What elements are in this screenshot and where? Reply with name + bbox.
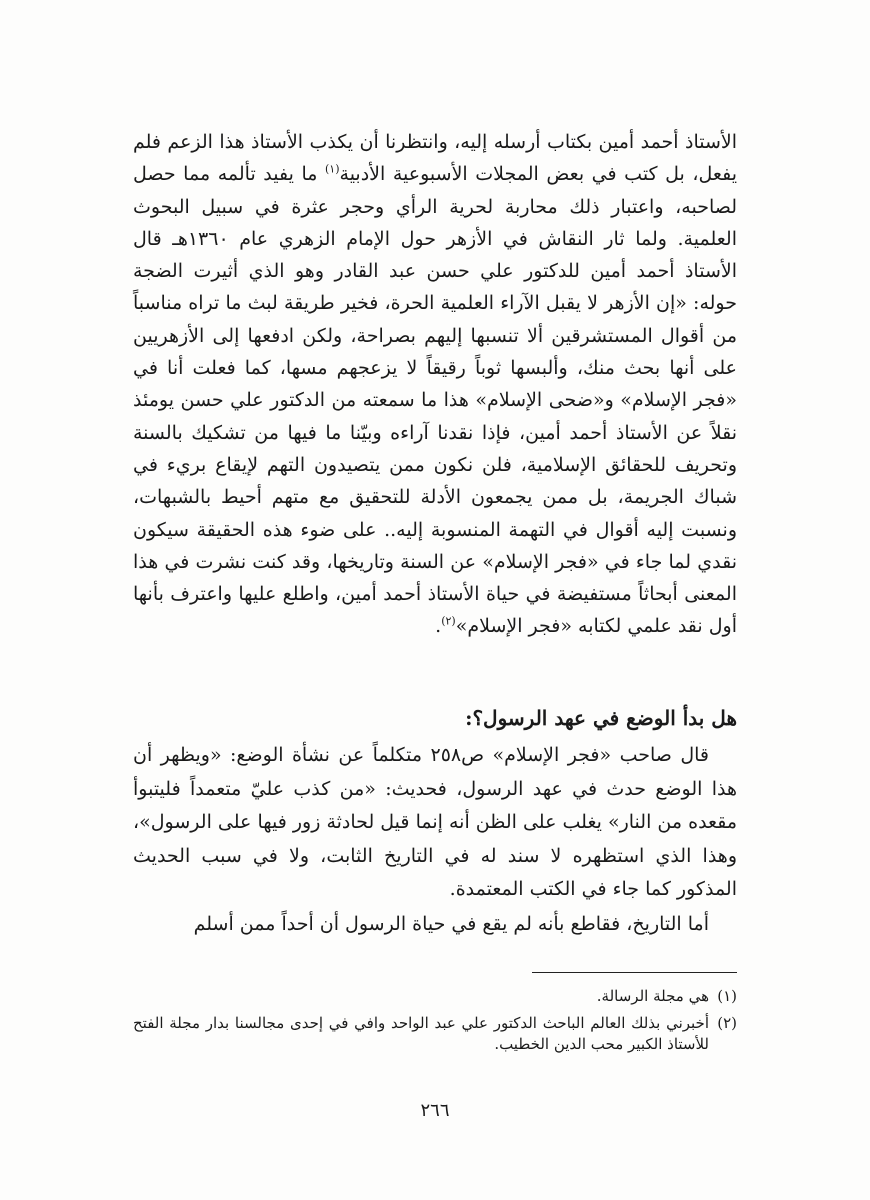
- paragraph-1: [133, 126, 737, 643]
- paragraph-1-end: .: [435, 615, 442, 638]
- paragraph-1-text: الأستاذ أحمد أمين بكتاب أرسله إليه، وانتظرنا أن يكذب الأستاذ هذا الزعم فلم يفعل، بل كتب في بعض المجلات الأسبوعية الأدبية: [133, 131, 737, 186]
- footnote-ref-1[interactable]: (١): [325, 162, 340, 176]
- paragraph-1-continuation: ما يفيد تألمه مما حصل لصاحبه، واعتبار ذلك محاربة لحرية الرأي وحجر عثرة في سبيل البحوث العلمية. ولما ثار النقاش في الأزهر حول الإمام الزهري عام ١٣٦٠هـ قال الأستاذ أحمد أمين للدكتور علي حسن عبد القادر وهو الذي أثيرت الضجة حوله: «إن الأزهر لا يقبل الآراء العلمية الحرة، فخير طريقة لبث ما تراه مناسباً من أقوال المستشرقين ألا تنسبها إليهم بصراحة، ولكن ادفعها إلى الأزهريين على أنها بحث منك، وألبسها ثوباً رقيقاً لا يزعجهم مسها، كما فعلت أنا في «فجر الإسلام» و«ضحى الإسلام» هذا ما سمعته من الدكتور علي حسن يومئذ نقلاً عن الأستاذ أحمد أمين، فإذا نقدنا آراءه وبيّنا ما فيها من تشكيك بالسنة وتحريف للحقائق الإسلامية، فلن نكون ممن يتصيدون التهم لإيقاع بريء في شباك الجريمة، بل ممن يجمعون الأدلة للتحقيق مع متهم أحيط بالشبهات، ونسبت إليه أقوال في التهمة المنسوبة إليه.. على ضوء هذه الحقيقة سيكون نقدي لما جاء في «فجر الإسلام» عن السنة وتاريخها، وقد كنت نشرت في هذا المعنى أبحاثاً مستفيضة في حياة الأستاذ أحمد أمين، واطلع عليها واعترف بأنها أول نقد علمي لكتابه «فجر الإسلام»: [133, 163, 737, 638]
- footnote-divider: [532, 972, 737, 973]
- footnote-ref-2[interactable]: (٢): [441, 615, 456, 629]
- footnote-2: [133, 1013, 737, 1055]
- footnote-text: هي مجلة الرسالة.: [596, 987, 709, 1005]
- paragraph-2: قال صاحب «فجر الإسلام» ص٢٥٨ متكلماً عن نشأة الوضع: «ويظهر أن هذا الوضع حدث في عهد الرسول، فحديث: «من كذب عليّ متعمداً فليتبوأ مقعده من النار» يغلب على الظن أنه إنما قيل لحادثة زور فيها على الرسول»، وهذا الذي استظهره لا سند له في التاريخ الثابت، ولا في سبب الحديث المذكور كما جاء في الكتب المعتمدة.: [133, 744, 737, 900]
- footnote-1: [133, 986, 737, 1007]
- footnote-number: (٢): [717, 1014, 737, 1032]
- page-number: ٢٦٦: [420, 1100, 450, 1121]
- footnote-number: (١): [717, 987, 737, 1005]
- paragraph-3: أما التاريخ، فقاطع بأنه لم يقع في حياة الرسول أن أحداً ممن أسلم: [193, 913, 709, 935]
- footnotes: [133, 986, 737, 1061]
- section-heading: هل بدأ الوضع في عهد الرسول؟:: [465, 706, 737, 730]
- footnote-text: أخبرني بذلك العالم الباحث الدكتور علي عبد الواحد وافي في إحدى مجالسنا بدار مجلة الفتح للأستاذ الكبير محب الدين الخطيب.: [133, 1014, 709, 1053]
